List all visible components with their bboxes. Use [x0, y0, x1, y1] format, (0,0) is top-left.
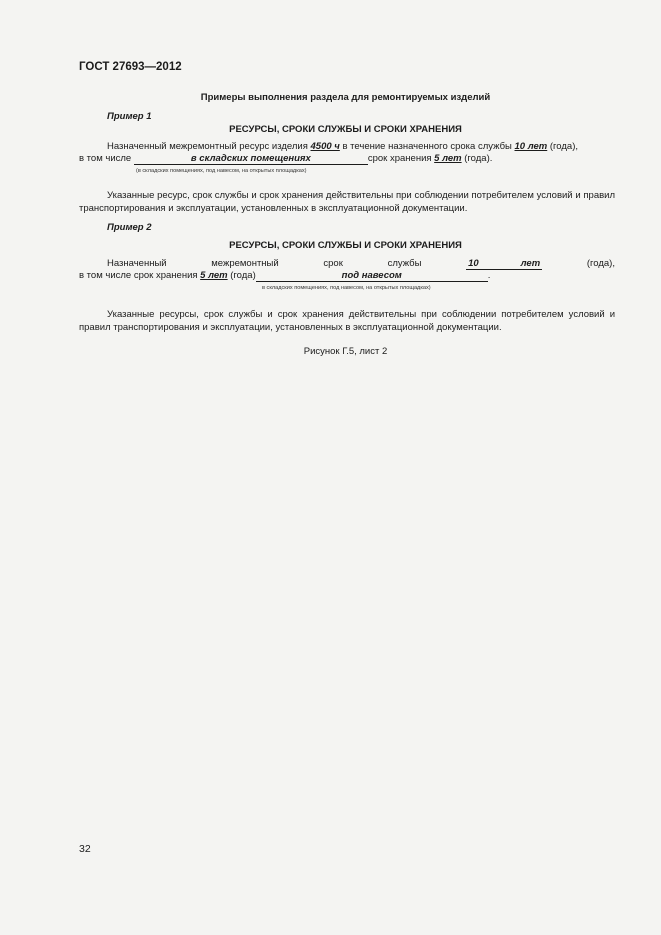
example-2-heading: РЕСУРСЫ, СРОКИ СЛУЖБЫ И СРОКИ ХРАНЕНИЯ: [229, 240, 462, 251]
storage-place-field: [134, 153, 368, 165]
example-2-note: Указанные ресурсы, срок службы и срок хранения действительны при соблюдении потребителем условий и правил транспортирования и эксплуатации, установленных в эксплуатационной документации.: [79, 309, 615, 333]
text: в том числе срок хранения: [79, 270, 201, 281]
figure-caption: Рисунок Г.5, лист 2: [303, 346, 388, 357]
text: срок: [323, 258, 343, 269]
example-1-line-2: [79, 153, 492, 165]
service-life-unit: лет: [520, 258, 541, 269]
example-1-note: Указанные ресурс, срок службы и срок хранения действительны при соблюдении потребителем условий и правил транспортирования и эксплуатации, установленных в эксплуатационной документации.: [79, 190, 615, 214]
storage-place-value: в складских помещениях: [190, 153, 311, 164]
storage-place-value: под навесом: [341, 270, 402, 281]
document-code: ГОСТ 27693—2012: [79, 61, 182, 73]
text: (года): [227, 270, 256, 281]
text: (года),: [586, 258, 615, 269]
text: в том числе: [79, 153, 134, 164]
service-life-field: [466, 258, 542, 270]
example-2-line-1: [107, 258, 615, 270]
service-life-value: 10 лет: [514, 141, 548, 152]
example-1-label: Пример 1: [107, 111, 152, 122]
text: Назначенный межремонтный ресурс изделия: [107, 141, 311, 152]
text: (года),: [547, 141, 578, 152]
section-title: Примеры выполнения раздела для ремонтируемых изделий: [200, 92, 491, 103]
storage-term-value: 5 лет: [434, 153, 462, 164]
example-2-line-2: [79, 270, 490, 282]
storage-place-field: [256, 270, 488, 282]
example-1-hint: (в складских помещениях, под навесом, на открытых площадках): [136, 168, 307, 174]
text: службы: [387, 258, 422, 269]
example-1-heading: РЕСУРСЫ, СРОКИ СЛУЖБЫ И СРОКИ ХРАНЕНИЯ: [229, 124, 462, 135]
text: в течение назначенного срока службы: [339, 141, 515, 152]
example-2-label: Пример 2: [107, 222, 152, 233]
text: межремонтный: [211, 258, 279, 269]
text: (года).: [461, 153, 493, 164]
service-life-number: 10: [468, 258, 479, 269]
resource-value: 4500 ч: [310, 141, 340, 152]
text: Назначенный: [107, 258, 167, 269]
storage-term-value: 5 лет: [200, 270, 228, 281]
text: .: [487, 270, 491, 281]
example-1-line-1: [107, 141, 578, 152]
page-number: 32: [79, 843, 91, 855]
example-2-hint: в складских помещениях, под навесом, на открытых площадках): [262, 285, 431, 291]
text: срок хранения: [367, 153, 435, 164]
